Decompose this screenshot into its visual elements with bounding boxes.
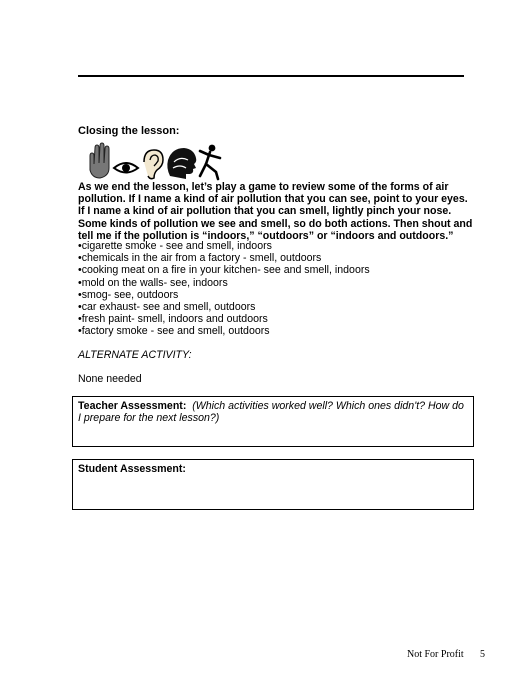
list-item: • fresh paint- smell, indoors and outdoors <box>78 313 370 325</box>
sensory-icons <box>84 142 234 182</box>
list-item: • smog- see, outdoors <box>78 289 370 301</box>
teacher-assessment-prompt: (Which activities worked well? Which ones didn't? How do I prepare for the next lesson?) <box>78 400 464 425</box>
pollution-list <box>78 240 370 338</box>
list-item: • mold on the walls- see, indoors <box>78 277 370 289</box>
alternate-activity-label: ALTERNATE ACTIVITY: <box>78 349 192 361</box>
eye-icon <box>114 163 138 173</box>
hand-icon <box>90 143 109 178</box>
footer-text: Not For Profit <box>407 649 464 660</box>
head-icon <box>167 148 196 179</box>
alternate-activity-text: None needed <box>78 373 142 385</box>
top-rule <box>78 75 464 77</box>
page-number: 5 <box>480 649 485 660</box>
teacher-assessment-box <box>72 396 474 447</box>
list-item: • cigarette smoke - see and smell, indoors <box>78 240 370 252</box>
body-movement-icon <box>200 145 220 179</box>
list-item: • car exhaust- see and smell, outdoors <box>78 301 370 313</box>
game-instructions: As we end the lesson, let’s play a game to review some of the forms of air pollution. If I name a kind of air pollution that you can see, point to your eyes. If I name a kind of air pollution that you can smell, lightly pinch your nose. Some kinds of pollution we see and smell, so do both actions. Then shout and tell me if the pollution is “indoors,” “outdoors” or “indoors and outdoors.” <box>78 181 473 242</box>
teacher-assessment-label: Teacher Assessment: <box>78 400 187 412</box>
section-heading: Closing the lesson: <box>78 125 180 137</box>
student-assessment-box <box>72 459 474 510</box>
list-item: • factory smoke - see and smell, outdoors <box>78 325 370 337</box>
list-item: • chemicals in the air from a factory - smell, outdoors <box>78 252 370 264</box>
list-item: • cooking meat on a fire in your kitchen- see and smell, indoors <box>78 264 370 276</box>
ear-icon <box>144 150 163 179</box>
student-assessment-label: Student Assessment: <box>78 463 186 475</box>
